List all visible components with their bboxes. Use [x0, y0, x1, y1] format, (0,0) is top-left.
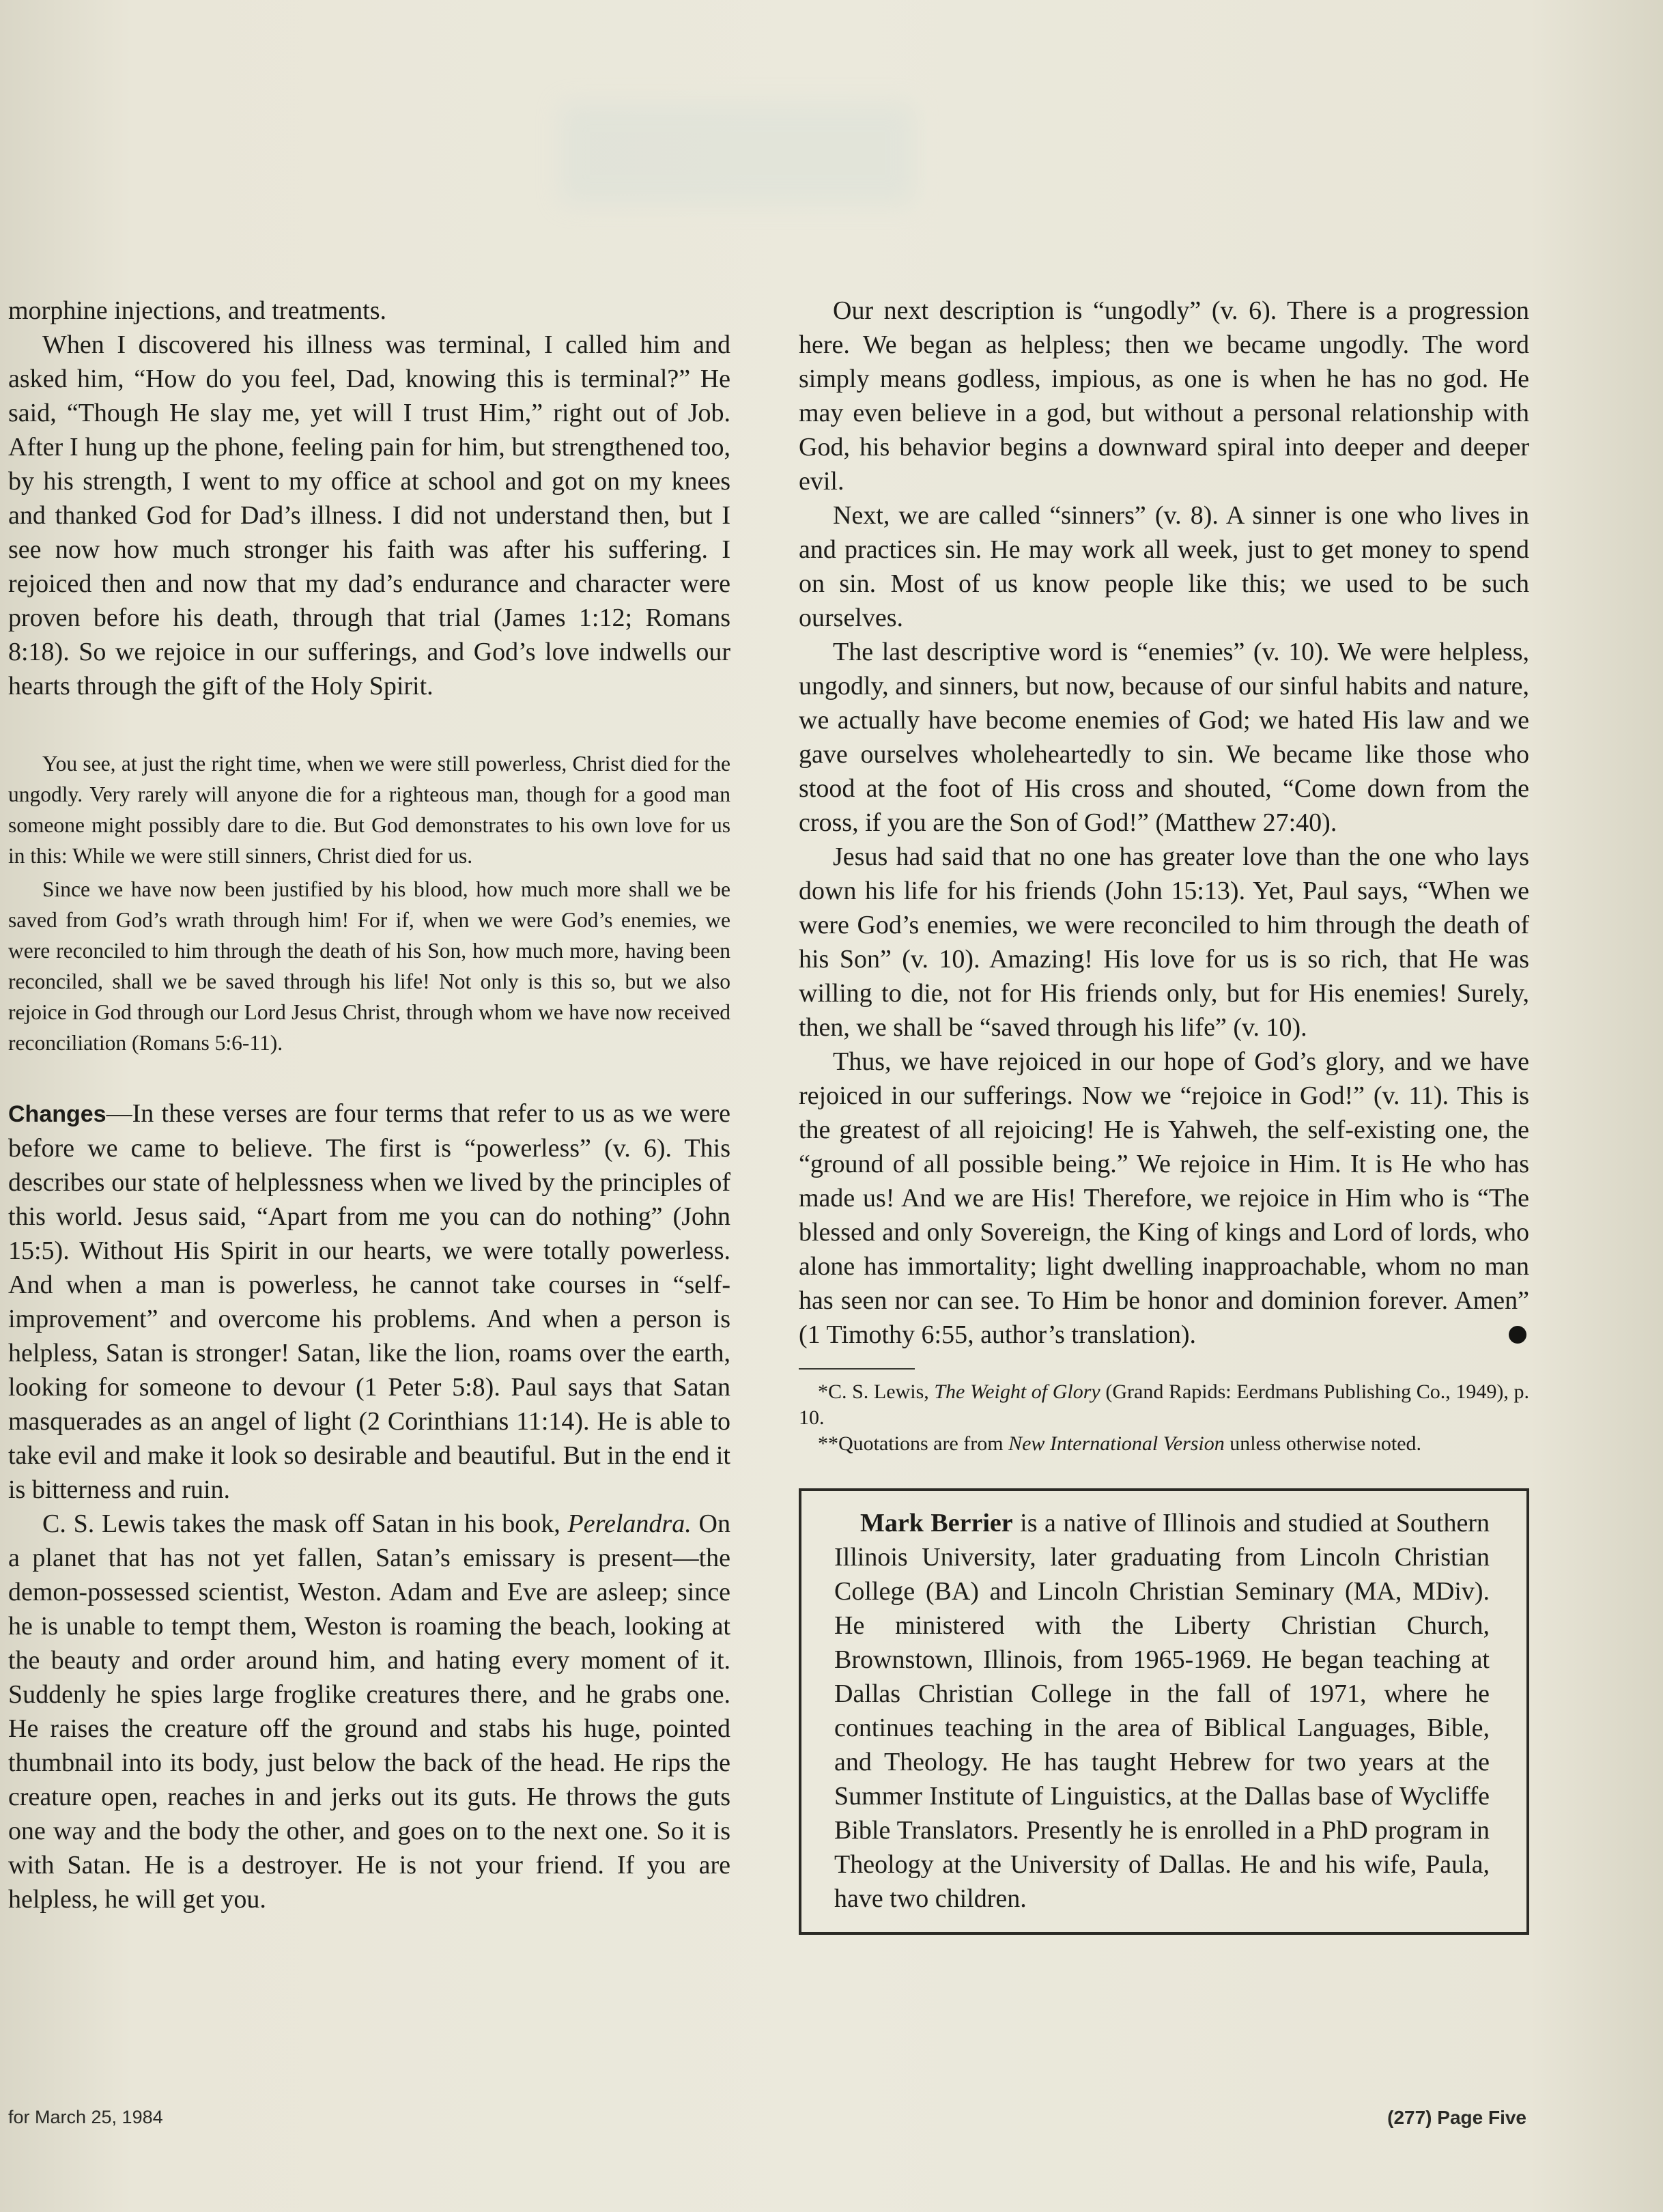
issue-date: for March 25, 1984 — [8, 2107, 163, 2127]
footnote — [799, 1431, 1529, 1457]
author-bio-text: is a native of Illinois and studied at Southern Illinois University, later graduating from Lincoln Christian College (BA) and Lincoln Christian Seminary (MA, MDiv). He ministered with the Liberty Christian Church, Brownstown, Illinois, from 1965-1969. He began teaching at Dallas Christian College in the fall of 1971, where he continues teaching in the area of Biblical Languages, Bible, and Theology. He has taught Hebrew for two years at the Summer Institute of Linguistics, at the Dallas base of Wycliffe Bible Translators. Presently he is enrolled in a PhD program in Theology at the University of Dallas. He and his wife, Paula, have two children. — [834, 1509, 1490, 1913]
footnote-version-title: New International Version — [1008, 1432, 1225, 1455]
changes-text: —In these verses are four terms that refer to us as we were before we came to believe. The first is “powerless” (v. 6). This describes our state of helplessness when we lived by the principles of this world. Jesus said, “Apart from me you can do nothing” (John 15:5). Without His Spirit in our hearts, we were totally powerless. And when a man is powerless, he cannot take courses in “self-improvement” and overcome his problems. And when a person is helpless, Satan is stronger! Satan, like the lion, roams over the earth, looking for someone to devour (1 Peter 5:8). Paul says that Satan masquerades as an angel of light (2 Corinthians 11:14). He is able to take evil and make it look so desirable and beautiful. But in the end it is bitterness and ruin. — [8, 1099, 730, 1504]
paragraph-final — [799, 1045, 1529, 1352]
paragraph: When I discovered his illness was terminal, I called him and asked him, “How do you feel, Dad, knowing this is terminal?” He said, “Though He slay me, yet will I trust Him,” right out of Job. After I hung up the phone, feeling pain for him, but strengthened too, by his strength, I went to my office at school and got on my knees and thanked God for Dad’s illness. I did not understand then, but I see now how much stronger his faith was after his suffering. I rejoiced then and now that my dad’s endurance and character were proven before his death, through that trial (James 1:12; Romans 8:18). So we rejoice in our sufferings, and God’s love indwells our hearts through the gift of the Holy Spirit. — [8, 330, 730, 700]
footnote — [799, 1379, 1529, 1431]
page-number: (277) Page Five — [1387, 2107, 1526, 2128]
footnote-text: (Grand Rapids: Eerdmans Publishing Co., 1949), p. 10. — [799, 1380, 1530, 1429]
left-column — [8, 294, 730, 1916]
changes-section — [8, 1096, 730, 1507]
footnote-divider — [799, 1368, 915, 1370]
footnote-text: **Quotations are from — [818, 1432, 1009, 1455]
changes-heading: Changes — [8, 1101, 106, 1127]
quote-paragraph: Since we have now been justified by his blood, how much more shall we be saved from God’s wrath through him! For if, when we were God’s enemies, we were reconciled to him through the death of his Son, how much more, having been reconciled, shall we be saved through his life! Not only is this so, but we also rejoice in God through our Lord Jesus Christ, through whom we have now received reconciliation (Romans 5:6-11). — [8, 877, 730, 1055]
author-bio — [834, 1506, 1490, 1916]
right-column — [799, 294, 1529, 1935]
paragraph: morphine injections, and treatments. — [8, 296, 387, 325]
lewis-text-before: C. S. Lewis takes the mask off Satan in his book, — [42, 1509, 568, 1538]
paragraph: The last descriptive word is “enemies” (v. 10). We were helpless, ungodly, and sinners, but now, because of our sinful habits and nature, we actually have become enemies of God; we hated His law and we gave ourselves wholeheartedly to sin. We became like those who stood at the foot of His cross and shouted, “Come down from the cross, if you are the Son of God!” (Matthew 27:40). — [799, 638, 1529, 837]
scripture-quote — [8, 748, 730, 1058]
end-mark-bullet-icon — [1509, 1326, 1526, 1344]
footnote-text: *C. S. Lewis, — [818, 1380, 935, 1403]
footnote-book-title: The Weight of Glory — [934, 1380, 1100, 1403]
footnote-text: unless otherwise noted. — [1224, 1432, 1422, 1455]
author-name: Mark Berrier — [860, 1509, 1013, 1537]
final-text: Thus, we have rejoiced in our hope of God’s glory, and we have rejoiced in our sufferings. Now we “rejoice in God!” (v. 11). This is the greatest of all rejoicing! He is Yahweh, the self-existing one, the “ground of all possible being.” We rejoice in Him. It is He who has made us! And we are His! Therefore, we rejoice in Him who is “The blessed and only Sovereign, the King of kings and Lord of lords, who alone has immortality; light dwelling inapproachable, whom no man has seen nor can see. To Him be honor and dominion forever. Amen” (1 Timothy 6:55, author’s translation). — [799, 1047, 1529, 1349]
paragraph: Jesus had said that no one has greater love than the one who lays down his life for his friends (John 15:13). Yet, Paul says, “When we were God’s enemies, we were reconciled to him through the death of his Son” (v. 10). Amazing! His love for us is so rich, that He was willing to die, not for His friends only, but for His enemies! Surely, then, we shall be “saved through his life” (v. 10). — [799, 842, 1529, 1042]
paragraph: Our next description is “ungodly” (v. 6). There is a progression here. We began as helpless; then we became ungodly. The word simply means godless, impious, as one is when he has no god. He may even believe in a god, but without a personal relationship with God, his behavior begins a downward spiral into deeper and deeper evil. — [799, 296, 1529, 496]
author-bio-box — [799, 1488, 1529, 1935]
quote-paragraph: You see, at just the right time, when we were still powerless, Christ died for the ungodly. Very rarely will anyone die for a righteous man, though for a good man someone might possibly dare to die. But God demonstrates to his own love for us in this: While we were still sinners, Christ died for us. — [8, 752, 730, 868]
book-title: Perelandra. — [567, 1509, 692, 1538]
faded-title-bleedthrough — [560, 102, 915, 205]
paragraph: Next, we are called “sinners” (v. 8). A sinner is one who lives in and practices sin. He may work all week, just to get money to spend on sin. Most of us know people like this; we used to be such ourselves. — [799, 501, 1529, 632]
footnotes — [799, 1379, 1529, 1457]
lewis-paragraph — [8, 1507, 730, 1916]
lewis-text-after: On a planet that has not yet fallen, Satan’s emissary is present—the demon-possessed scientist, Weston. Adam and Eve are asleep; since he is unable to tempt them, Weston is roaming the beach, looking at the beauty and order around him, and hating every moment of it. Suddenly he spies large froglike creatures there, and he grabs one. He raises the creature off the ground and stabs his huge, pointed thumbnail into its body, just below the back of the head. He rips the creature open, reaches in and jerks out its guts. He throws the guts one way and the body the other, and goes on to the next one. So it is with Satan. He is a destroyer. He is not your friend. If you are helpless, he will get you. — [8, 1509, 730, 1914]
